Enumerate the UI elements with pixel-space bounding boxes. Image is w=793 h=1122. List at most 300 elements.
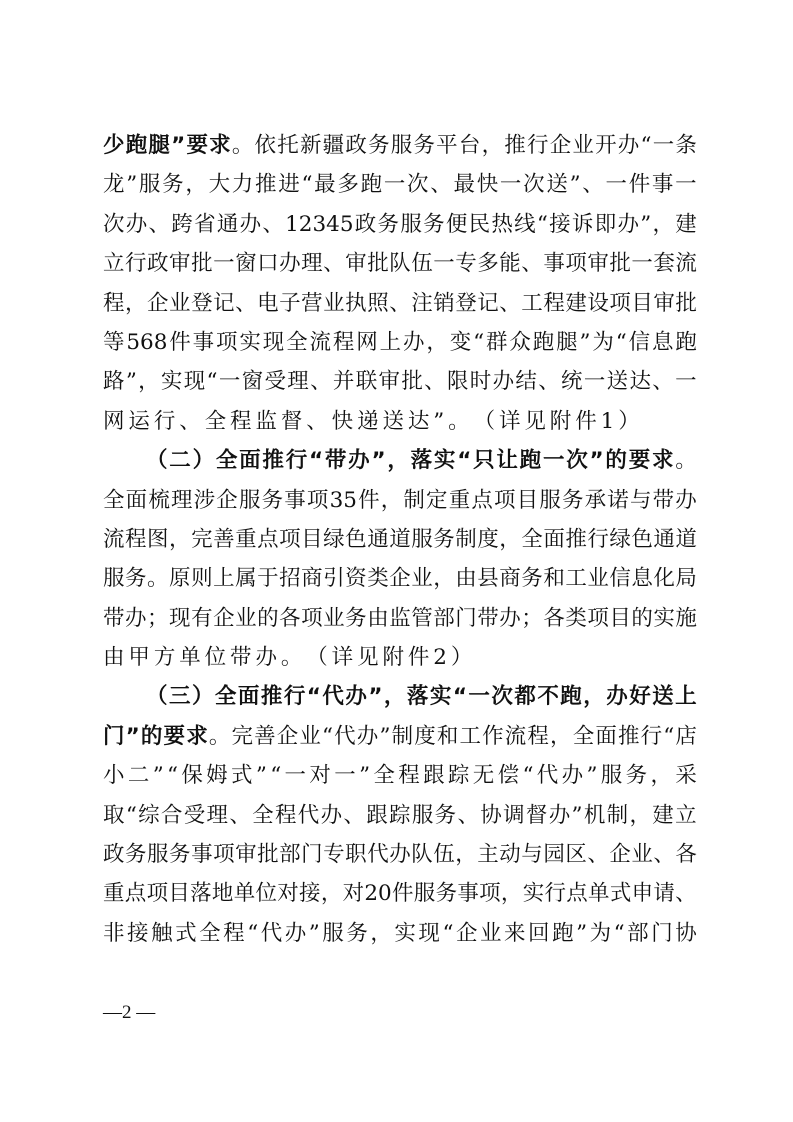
text-char: 各 <box>279 605 301 631</box>
text-char: 推 <box>617 723 640 749</box>
text-char: 务 <box>125 842 147 868</box>
text-char: 与 <box>521 842 543 868</box>
text-char: 企 <box>276 723 299 749</box>
text-char: 行 <box>587 526 609 552</box>
text-char: 流 <box>504 723 527 749</box>
text-char: 绿 <box>609 526 631 552</box>
text-char: 次 <box>407 172 429 198</box>
text-char: ” <box>125 723 140 749</box>
text-char: 登 <box>455 290 477 316</box>
text-char: 小 <box>103 763 125 789</box>
text-char: 企 <box>549 133 572 158</box>
text-char: 县 <box>477 566 499 592</box>
text-char: 批 <box>675 290 697 316</box>
text-char: 程 <box>543 290 565 316</box>
text-char: 业 <box>411 566 433 592</box>
text-char: 龙 <box>103 172 125 198</box>
text-char: 、 <box>521 251 543 277</box>
text-line <box>103 914 697 953</box>
text-char: 业 <box>323 605 345 631</box>
text-char: 由 <box>367 605 389 631</box>
text-char: 便 <box>445 211 468 237</box>
text-char: 目 <box>609 605 631 631</box>
text-char: 定 <box>426 487 448 513</box>
text-char: 审 <box>587 251 609 277</box>
text-char: 能 <box>499 251 521 277</box>
text-char: 一 <box>433 251 455 277</box>
text-char: 民 <box>468 211 491 237</box>
text-char: ， <box>583 684 605 710</box>
text-char: 务 <box>561 487 584 513</box>
text-char: 实 <box>239 329 261 355</box>
text-char: 让 <box>496 448 518 474</box>
text-char: 台 <box>458 133 481 158</box>
text-char: 一 <box>675 172 697 198</box>
text-char: 次 <box>566 448 588 474</box>
text-char: 。 <box>208 723 231 749</box>
text-char: ” <box>171 133 186 158</box>
text-char: 只 <box>473 448 495 474</box>
text-char: 务 <box>435 881 458 907</box>
text-char: 全 <box>252 802 274 828</box>
text-char: 件 <box>392 881 414 907</box>
text-char: 门 <box>103 723 125 749</box>
text-char: 项 <box>565 251 587 277</box>
text-char: 一 <box>631 251 653 277</box>
text-char: “ <box>536 211 548 237</box>
text-char: 跑 <box>560 684 582 710</box>
text-char: 登 <box>191 290 213 316</box>
text-char: 企 <box>216 487 238 513</box>
text-char: ” <box>589 448 604 474</box>
text-char: ” <box>433 408 445 434</box>
text-line <box>103 441 697 480</box>
text-char: 制 <box>606 802 629 828</box>
text-char: 重 <box>103 881 125 907</box>
text-char: 带 <box>324 448 347 474</box>
text-char: 制 <box>391 723 414 749</box>
text-char: 与 <box>629 487 652 513</box>
text-char: 监 <box>389 605 411 631</box>
text-char: 批 <box>609 251 631 277</box>
text-char: 工 <box>521 290 543 316</box>
text-char: 有 <box>191 605 213 631</box>
text-char: 单 <box>179 645 201 671</box>
text-char: ， <box>652 211 674 237</box>
text-char: 化 <box>653 566 675 592</box>
text-char: 推 <box>255 172 277 198</box>
text-char: ， <box>433 566 455 592</box>
text-char: 立 <box>675 802 697 828</box>
text-char: 则 <box>191 566 213 592</box>
text-char: 业 <box>631 842 653 868</box>
text-char: 件 <box>575 408 597 434</box>
text-char: 务 <box>261 487 284 513</box>
text-char: 服 <box>138 172 161 198</box>
text-char: 上 <box>675 684 697 710</box>
text-char: 单 <box>233 881 256 907</box>
text-char: 快 <box>331 408 354 434</box>
text-line <box>103 835 697 874</box>
text-char: 道 <box>675 526 697 552</box>
text-char: 面 <box>595 723 617 749</box>
paragraph-1 <box>103 126 697 441</box>
text-char: 立 <box>103 251 125 277</box>
text-char: 办 <box>320 802 343 828</box>
text-char: 程 <box>223 920 245 946</box>
text-char: 门 <box>651 920 673 946</box>
text-char: 服 <box>322 920 344 946</box>
page-number: —2 — <box>103 1002 156 1023</box>
text-char: 跟 <box>366 802 388 828</box>
text-line <box>103 756 697 795</box>
text-char: 事 <box>651 172 674 198</box>
text-char: 办 <box>255 645 277 671</box>
text-char: 理 <box>206 802 229 828</box>
text-char: 请 <box>653 881 675 907</box>
text-char: 采 <box>675 763 697 789</box>
text-char: 为 <box>589 920 612 946</box>
text-char: 队 <box>411 842 433 868</box>
text-char: 部 <box>279 842 301 868</box>
text-char: 销 <box>433 290 455 316</box>
text-char: 跑 <box>675 329 697 355</box>
text-char: 审 <box>235 842 257 868</box>
text-char: 引 <box>323 566 345 592</box>
text-char: 作 <box>482 723 504 749</box>
text-char: 服 <box>400 211 422 237</box>
text-line <box>103 874 697 913</box>
text-char: 代 <box>536 763 559 789</box>
text-char: 政 <box>103 842 125 868</box>
text-char: 办 <box>389 842 411 868</box>
text-char: 式 <box>175 920 197 946</box>
text-char: ” <box>371 448 386 474</box>
text-char: 新 <box>299 133 322 158</box>
text-char: 属 <box>235 566 257 592</box>
text-char: “ <box>613 920 625 946</box>
text-char: 详 <box>331 645 354 671</box>
text-line <box>103 520 697 559</box>
text-char: 部 <box>433 605 455 631</box>
text-char: 一 <box>583 369 606 395</box>
document-body <box>103 126 697 953</box>
text-char: 代 <box>322 684 344 710</box>
text-char: 记 <box>477 290 499 316</box>
text-char: 、 <box>538 369 560 395</box>
text-char: “ <box>663 723 675 749</box>
text-char: 服 <box>103 566 125 592</box>
text-char: 申 <box>631 881 654 907</box>
text-char: 门 <box>455 605 477 631</box>
text-char: 业 <box>299 723 321 749</box>
text-char: 施 <box>675 605 697 631</box>
text-char: 落 <box>190 881 212 907</box>
text-char: 带 <box>652 487 675 513</box>
text-char: 资 <box>345 566 367 592</box>
text-char: ” <box>579 329 591 355</box>
text-char: 平 <box>436 133 458 158</box>
text-char: 服 <box>147 842 169 868</box>
text-char: 时 <box>469 369 492 395</box>
text-char: 实 <box>429 684 452 710</box>
text-char: ， <box>455 842 477 868</box>
text-char: 跑 <box>552 920 574 946</box>
text-char: 绿 <box>323 526 345 552</box>
text-char: ” <box>126 172 138 198</box>
text-char: 商 <box>499 566 521 592</box>
text-char: 省 <box>194 211 216 237</box>
text-char: 对 <box>309 763 331 789</box>
text-char: 完 <box>231 723 253 749</box>
text-char: 诺 <box>607 487 629 513</box>
text-char: “ <box>473 329 485 355</box>
text-char: 程 <box>125 526 147 552</box>
text-char: 由 <box>455 566 477 592</box>
text-char: 件 <box>358 487 380 513</box>
text-char: 快 <box>476 172 499 198</box>
text-char: 督 <box>525 802 548 828</box>
text-char: 对 <box>342 881 365 907</box>
text-char: 政 <box>354 211 377 237</box>
text-char: 办 <box>279 251 301 277</box>
text-char: ” <box>571 802 583 828</box>
text-line <box>103 362 697 401</box>
text-char: ” <box>359 763 371 789</box>
text-char: ； <box>521 605 543 631</box>
text-char: 现 <box>418 920 440 946</box>
text-char: 行 <box>125 251 147 277</box>
text-char: 方 <box>153 645 176 671</box>
text-char: ” <box>576 920 588 946</box>
text-char: 送 <box>652 684 674 710</box>
text-char: 项 <box>146 881 169 907</box>
text-char: 达 <box>407 408 430 434</box>
text-char: 实 <box>433 448 456 474</box>
text-char: “ <box>206 369 218 395</box>
text-char: 涉 <box>193 487 216 513</box>
text-char: 理 <box>170 487 193 513</box>
text-char: 为 <box>592 329 614 355</box>
text-char: 务 <box>423 211 445 237</box>
text-char: 落 <box>406 684 429 710</box>
text-char: 办 <box>617 133 640 158</box>
text-char: 务 <box>413 133 435 158</box>
text-char: ” <box>308 920 320 946</box>
text-char: 图 <box>147 526 169 552</box>
text-line <box>103 717 697 756</box>
text-char: 行 <box>526 133 549 158</box>
text-char: 开 <box>595 133 617 158</box>
text-char: ， <box>380 487 403 513</box>
text-char: 要 <box>163 723 186 749</box>
text-char: 代 <box>367 842 389 868</box>
text-char: ， <box>499 526 521 552</box>
text-line <box>103 402 697 441</box>
text-char: 跑 <box>519 448 542 474</box>
text-char: 踪 <box>447 763 470 789</box>
text-char: 职 <box>345 842 367 868</box>
text-char: 上 <box>213 566 235 592</box>
text-char: 点 <box>566 881 588 907</box>
text-char: 联 <box>355 369 378 395</box>
text-char: 政 <box>345 133 367 158</box>
text-char: 事 <box>191 842 213 868</box>
text-char: 息 <box>651 329 674 355</box>
text-char: 疆 <box>322 133 345 158</box>
text-char: 流 <box>103 526 125 552</box>
text-char: 批 <box>401 369 423 395</box>
text-char: （ <box>306 645 328 671</box>
text-char: 办 <box>125 211 148 237</box>
text-char: 接 <box>549 211 571 237</box>
text-char: 限 <box>446 369 469 395</box>
text-char: 代 <box>260 920 283 946</box>
text-char: 群 <box>486 329 508 355</box>
text-char: 触 <box>151 920 173 946</box>
text-char: 单 <box>588 881 610 907</box>
text-char: 现 <box>262 329 285 355</box>
text-char: 、 <box>262 211 284 237</box>
text-char: 局 <box>675 566 697 592</box>
text-char: 类 <box>565 605 587 631</box>
text-char: 面 <box>543 526 565 552</box>
text-char: 服 <box>539 487 561 513</box>
text-char: 办 <box>492 369 515 395</box>
text-char: 件 <box>169 329 191 355</box>
text-char: 受 <box>183 802 206 828</box>
text-char: 要 <box>628 448 651 474</box>
text-char: 推 <box>565 526 587 552</box>
text-char: ） <box>192 448 215 474</box>
text-char: 全 <box>286 329 308 355</box>
text-char: 办 <box>345 684 367 710</box>
text-char: 送 <box>546 172 568 198</box>
text-char: 进 <box>278 172 300 198</box>
text-char: 结 <box>515 369 537 395</box>
text-char: 保 <box>181 763 203 789</box>
text-char: 项 <box>609 290 631 316</box>
text-char: 信 <box>628 329 651 355</box>
text-line <box>103 244 697 283</box>
text-char: 专 <box>455 251 477 277</box>
text-char: 跑 <box>532 329 555 355</box>
text-char: 企 <box>147 290 169 316</box>
text-char: 务 <box>345 605 367 631</box>
text-char: 。 <box>147 566 169 592</box>
text-char: 12345 <box>285 211 354 237</box>
text-char: 商 <box>301 566 323 592</box>
text-char: 程 <box>274 802 297 828</box>
text-char: 事 <box>192 329 215 355</box>
text-char: 带 <box>103 605 125 631</box>
text-char: 三 <box>168 684 191 710</box>
text-char: 、 <box>229 802 251 828</box>
text-char: 办 <box>239 211 262 237</box>
text-char: 求 <box>209 133 231 158</box>
text-char: 务 <box>125 566 147 592</box>
text-char: 工 <box>459 723 481 749</box>
text-char: 流 <box>675 251 697 277</box>
text-char: 办 <box>348 448 370 474</box>
text-char: 都 <box>514 684 536 710</box>
text-char: 项 <box>587 605 609 631</box>
text-char: 。 <box>448 408 470 434</box>
text-char: 批 <box>367 251 389 277</box>
text-char: 线 <box>514 211 536 237</box>
text-char: 对 <box>277 881 299 907</box>
text-char: 各 <box>543 605 565 631</box>
text-char: ” <box>640 211 652 237</box>
text-char: 一 <box>383 172 406 198</box>
text-char: 网 <box>103 408 125 434</box>
text-char: 点 <box>257 526 279 552</box>
paragraph-2-carry-through-handling <box>103 441 697 677</box>
text-char: ） <box>191 684 214 710</box>
text-char: 不 <box>537 684 559 710</box>
text-char: （ <box>146 448 168 474</box>
text-char: 一 <box>542 448 565 474</box>
text-char: 项 <box>494 487 516 513</box>
text-char: ， <box>320 881 343 907</box>
text-char: 区 <box>565 842 587 868</box>
text-char: 机 <box>583 802 606 828</box>
text-char: 业 <box>572 133 594 158</box>
text-char: 办 <box>125 605 147 631</box>
text-char: 信 <box>609 566 631 592</box>
text-char: 件 <box>628 172 651 198</box>
text-char: 接 <box>299 881 321 907</box>
text-char: 通 <box>653 526 675 552</box>
text-char: ， <box>125 290 147 316</box>
text-char: 主 <box>477 842 499 868</box>
text-char: 电 <box>257 290 279 316</box>
text-char: 全 <box>103 487 125 513</box>
text-char: “ <box>442 920 454 946</box>
text-char: 审 <box>653 290 675 316</box>
text-char: 全 <box>199 920 221 946</box>
text-char: 梳 <box>148 487 170 513</box>
text-char: 办 <box>548 802 571 828</box>
text-char: 营 <box>301 290 323 316</box>
text-char: 程 <box>332 329 355 355</box>
text-char: 动 <box>499 842 521 868</box>
text-char: 、 <box>323 251 345 277</box>
text-char: 、 <box>652 369 674 395</box>
text-char: 管 <box>411 605 433 631</box>
text-char: ， <box>500 881 523 907</box>
text-char: 面 <box>239 448 261 474</box>
text-char: 、 <box>653 842 675 868</box>
text-char: 目 <box>168 881 190 907</box>
text-char: 由 <box>103 645 125 671</box>
text-char: 、 <box>675 881 697 907</box>
text-char: 少 <box>103 133 125 158</box>
text-char: 回 <box>528 920 550 946</box>
text-char: 务 <box>368 133 390 158</box>
text-char: 企 <box>609 842 631 868</box>
text-char: 招 <box>279 566 301 592</box>
text-char: ） <box>618 408 640 434</box>
text-char: 照 <box>367 290 389 316</box>
text-char: 一 <box>652 133 675 158</box>
text-char: 腿 <box>148 133 170 158</box>
text-char: “ <box>452 684 467 710</box>
text-char: 带 <box>230 645 252 671</box>
text-char: 即 <box>594 211 617 237</box>
text-char: 统 <box>561 369 583 395</box>
text-char: ） <box>450 645 473 671</box>
